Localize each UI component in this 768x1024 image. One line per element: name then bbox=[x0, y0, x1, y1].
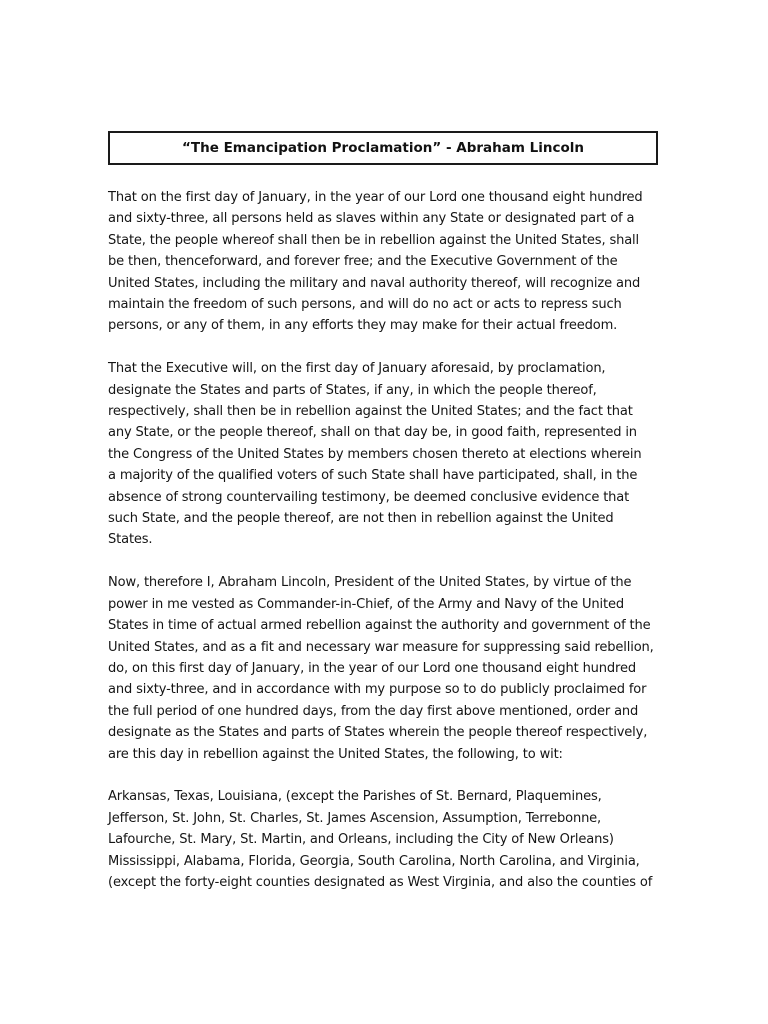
text-line: (except the forty-eight counties designated as West Virginia, and also the counties of bbox=[108, 874, 653, 890]
text-line: States in time of actual armed rebellion against the authority and government of the bbox=[108, 618, 651, 634]
text-line: are this day in rebellion against the United States, the following, to wit: bbox=[108, 746, 563, 762]
text-line: Jefferson, St. John, St. Charles, St. James Ascension, Assumption, Terrebonne, bbox=[108, 810, 602, 826]
text-line: the Congress of the United States by members chosen thereto at elections wherein bbox=[108, 446, 642, 462]
paragraph-1 bbox=[108, 187, 661, 337]
text-line: maintain the freedom of such persons, and will do no act or acts to repress such bbox=[108, 297, 622, 313]
text-line: United States, and as a fit and necessary war measure for suppressing said rebellion, bbox=[108, 639, 654, 655]
text-line: and sixty-three, and in accordance with my purpose so to do publicly proclaimed for bbox=[108, 682, 647, 698]
text-line: any State, or the people thereof, shall on that day be, in good faith, represented in bbox=[108, 425, 637, 441]
text-line: That the Executive will, on the first day of January aforesaid, by proclamation, bbox=[108, 361, 606, 377]
text-line: State, the people whereof shall then be in rebellion against the United States, shall bbox=[108, 232, 640, 248]
text-line: absence of strong countervailing testimony, be deemed conclusive evidence that bbox=[108, 489, 630, 505]
text-line: States. bbox=[108, 532, 153, 548]
text-line: such State, and the people thereof, are not then in rebellion against the United bbox=[108, 511, 614, 527]
paragraph-4 bbox=[108, 786, 661, 893]
text-line: respectively, shall then be in rebellion against the United States; and the fact that bbox=[108, 404, 633, 420]
text-line: be then, thenceforward, and forever free; and the Executive Government of the bbox=[108, 254, 618, 270]
title-box bbox=[108, 131, 658, 165]
text-line: Now, therefore I, Abraham Lincoln, President of the United States, by virtue of the bbox=[108, 575, 632, 591]
text-line: Mississippi, Alabama, Florida, Georgia, South Carolina, North Carolina, and Virginia, bbox=[108, 853, 640, 869]
text-line: the full period of one hundred days, from the day first above mentioned, order and bbox=[108, 703, 639, 719]
document-body bbox=[108, 187, 661, 915]
paragraph-2 bbox=[108, 358, 661, 551]
text-line: a majority of the qualified voters of such State shall have participated, shall, in the bbox=[108, 468, 638, 484]
text-line: That on the first day of January, in the year of our Lord one thousand eight hundred bbox=[108, 190, 643, 205]
text-line: power in me vested as Commander-in-Chief, of the Army and Navy of the United bbox=[108, 596, 624, 612]
text-line: Lafourche, St. Mary, St. Martin, and Orleans, including the City of New Orleans) bbox=[108, 832, 614, 848]
document-title: “The Emancipation Proclamation” - Abraham Lincoln bbox=[182, 140, 584, 156]
text-line: and sixty-three, all persons held as slaves within any State or designated part of a bbox=[108, 211, 635, 227]
text-line: persons, or any of them, in any efforts they may make for their actual freedom. bbox=[108, 318, 618, 334]
text-line: designate the States and parts of States, if any, in which the people thereof, bbox=[108, 382, 597, 398]
text-line: Arkansas, Texas, Louisiana, (except the Parishes of St. Bernard, Plaquemines, bbox=[108, 789, 602, 805]
text-line: United States, including the military and naval authority thereof, will recognize and bbox=[108, 275, 641, 291]
text-line: do, on this first day of January, in the year of our Lord one thousand eight hundred bbox=[108, 660, 636, 676]
text-line: designate as the States and parts of States wherein the people thereof respectively, bbox=[108, 725, 648, 741]
paragraph-3 bbox=[108, 572, 661, 765]
